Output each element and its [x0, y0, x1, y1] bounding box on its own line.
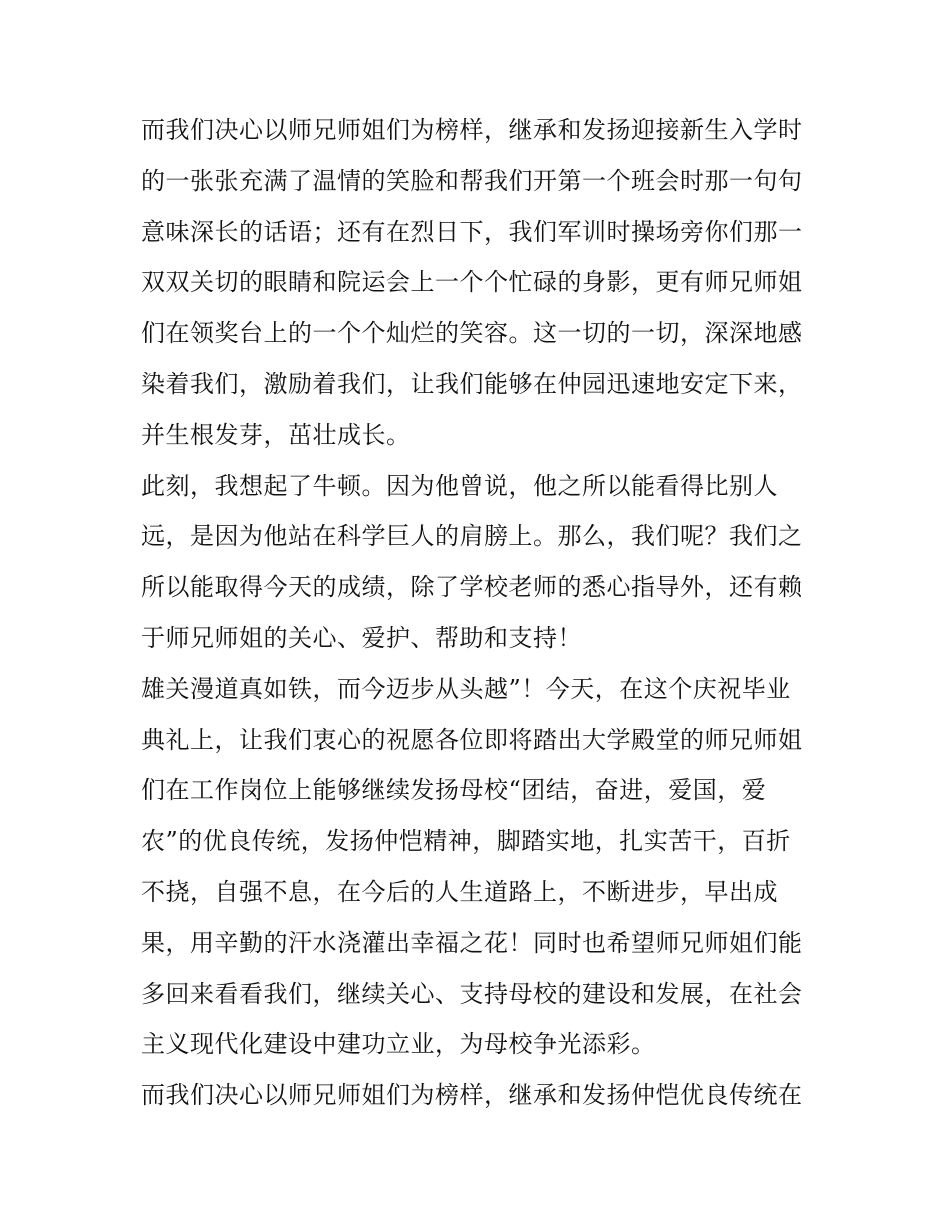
text-line: 果，用辛勤的汗水浇灌出幸福之花！同时也希望师兄师姐们能	[141, 928, 803, 957]
text-line: 染着我们，激励着我们，让我们能够在仲园迅速地安定下来，	[141, 369, 803, 398]
text-line: 多回来看看我们，继续关心、支持母校的建设和发展，在社会	[141, 979, 803, 1008]
text-line: 的一张张充满了温情的笑脸和帮我们开第一个班会时那一句句	[141, 166, 803, 195]
text-line: 而我们决心以师兄师姐们为榜样，继承和发扬迎接新生入学时	[141, 116, 803, 144]
text-line: 而我们决心以师兄师姐们为榜样，继承和发扬仲恺优良传统在	[141, 1081, 803, 1110]
text-line: 不挠，自强不息，在今后的人生道路上，不断进步，早出成	[141, 877, 778, 906]
body-text	[141, 105, 821, 1121]
text-line: 所以能取得今天的成绩，除了学校老师的悉心指导外，还有赖	[141, 573, 803, 602]
text-line: 们在领奖台上的一个个灿烂的笑容。这一切的一切，深深地感	[141, 319, 803, 348]
text-line: 双双关切的眼睛和院运会上一个个忙碌的身影，更有师兄师姐	[141, 268, 803, 297]
text-line: 主义现代化建设中建功立业，为母校争光添彩。	[141, 1030, 656, 1059]
text-line: 并生根发芽，茁壮成长。	[141, 420, 411, 449]
text-line: 典礼上，让我们衷心的祝愿各位即将踏出大学殿堂的师兄师姐	[141, 725, 803, 754]
text-line: 此刻，我想起了牛顿。因为他曾说，他之所以能看得比别人	[141, 471, 778, 500]
text-line: 农”的优良传统，发扬仲恺精神，脚踏实地，扎实苦干，百折	[141, 827, 791, 856]
text-line: 远，是因为他站在科学巨人的肩膀上。那么，我们呢？我们之	[141, 522, 803, 551]
text-line: 们在工作岗位上能够继续发扬母校“团结，奋进，爱国，爱	[141, 776, 767, 805]
text-line: 意味深长的话语；还有在烈日下，我们军训时操场旁你们那一	[141, 217, 803, 246]
text-line: 雄关漫道真如铁，而今迈步从头越”！今天，在这个庆祝毕业	[141, 674, 791, 703]
text-line: 于师兄师姐的关心、爱护、帮助和支持！	[141, 623, 582, 652]
